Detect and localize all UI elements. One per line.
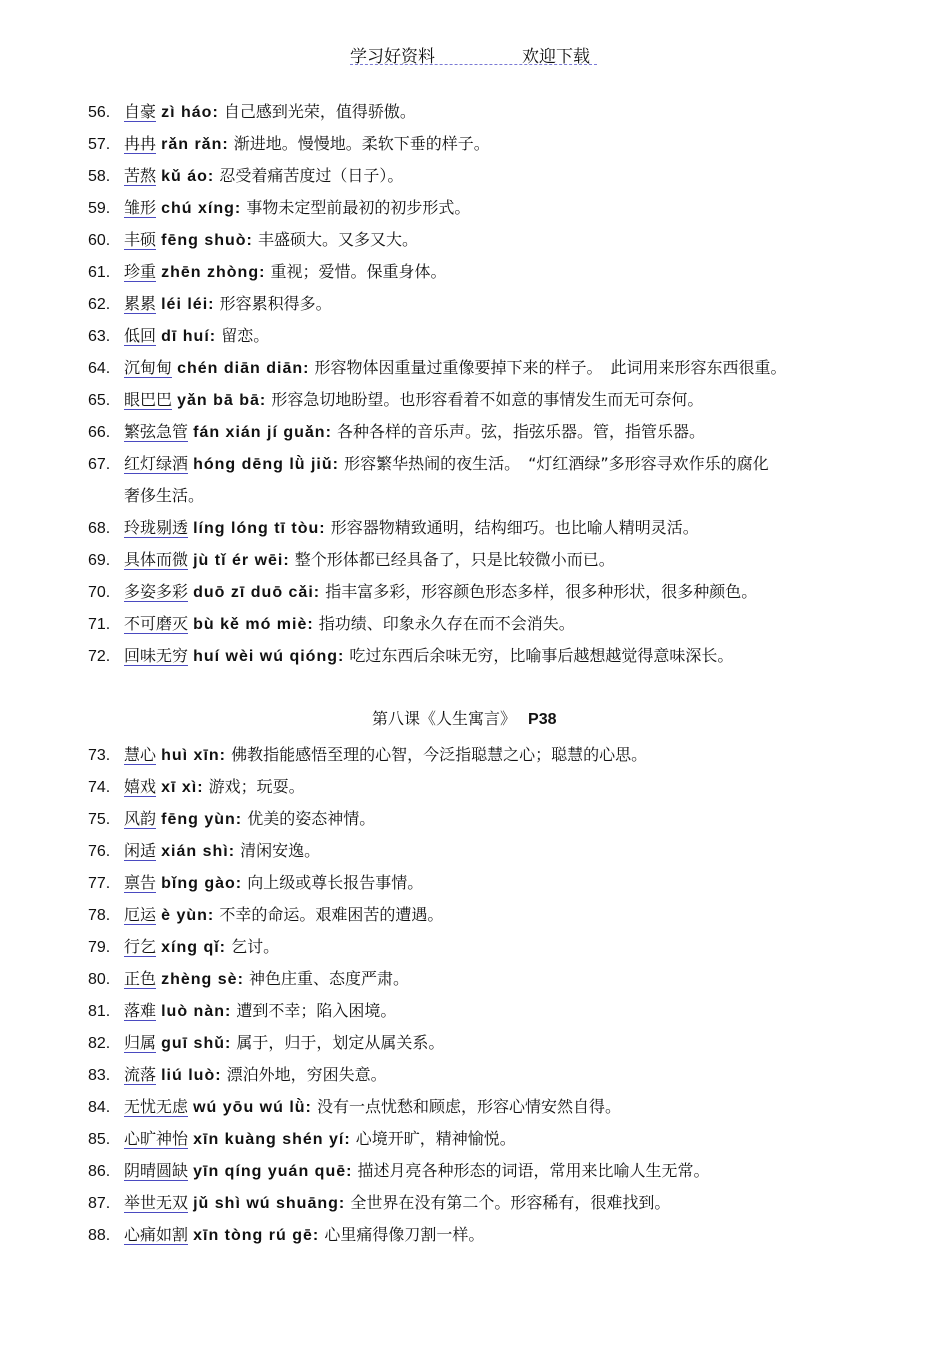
- entry-pinyin: zì háo:: [161, 104, 219, 121]
- list-item: [88, 963, 868, 996]
- entry-number: 57.: [88, 136, 111, 153]
- entry-number: 77.: [88, 875, 111, 892]
- entry-pinyin: kǔ áo:: [161, 168, 215, 185]
- entry-definition: 形容累积得多。: [219, 294, 332, 313]
- list-item: [88, 384, 868, 417]
- entry-number: 79.: [88, 939, 111, 956]
- entry-pinyin: chén diān diān:: [177, 360, 310, 377]
- entry-pinyin: è yùn:: [161, 907, 215, 924]
- entry-word: 慧心: [124, 745, 157, 764]
- entry-pinyin: xī xì:: [161, 779, 204, 796]
- entry-definition: 全世界在没有第二个。形容稀有，很难找到。: [350, 1193, 671, 1212]
- entry-definition: 指丰富多彩，形容颜色形态多样，很多种形状，很多种颜色。: [325, 582, 758, 601]
- entry-word: 厄运: [124, 905, 157, 924]
- entry-number: 83.: [88, 1067, 111, 1084]
- entry-number: 75.: [88, 811, 111, 828]
- entry-definition: 属于，归于，划定从属关系。: [236, 1033, 445, 1052]
- entry-number: 82.: [88, 1035, 111, 1052]
- entry-word: 禀告: [124, 873, 157, 892]
- entry-number: 70.: [88, 584, 111, 601]
- entry-definition: 形容器物精致通明，结构细巧。也比喻人精明灵活。: [330, 518, 699, 537]
- entry-word: 闲适: [124, 841, 157, 860]
- section-page: P38: [528, 711, 557, 728]
- list-item: [88, 739, 868, 772]
- entry-number: 76.: [88, 843, 111, 860]
- entry-word: 丰硕: [124, 230, 157, 249]
- entry-number: 86.: [88, 1163, 111, 1180]
- entry-pinyin: duō zī duō cǎi:: [193, 584, 321, 601]
- entry-pinyin: guī shǔ:: [161, 1035, 232, 1052]
- entry-number: 81.: [88, 1003, 111, 1020]
- entry-number: 72.: [88, 648, 111, 665]
- entry-number: 67.: [88, 456, 111, 473]
- entry-definition: 向上级或尊长报告事情。: [247, 873, 424, 892]
- entry-word: 不可磨灭: [124, 614, 189, 633]
- list-item: [88, 128, 868, 161]
- entry-definition: 丰盛硕大。又多又大。: [257, 230, 418, 249]
- entry-number: 56.: [88, 104, 111, 121]
- entry-word: 雏形: [124, 198, 157, 217]
- list-item: [88, 544, 868, 577]
- list-item: [88, 448, 868, 481]
- entry-word: 沉甸甸: [124, 358, 173, 377]
- entry-word: 冉冉: [124, 134, 157, 153]
- entry-pinyin: fēng shuò:: [161, 232, 253, 249]
- entry-pinyin: xíng qǐ:: [161, 939, 226, 956]
- entry-word: 珍重: [124, 262, 157, 281]
- list-item: [88, 1219, 868, 1252]
- entry-pinyin: jù tǐ ér wēi:: [193, 552, 290, 569]
- entry-pinyin: bǐng gào:: [161, 875, 243, 892]
- entry-definition: 优美的姿态神情。: [247, 809, 376, 828]
- entry-word: 苦熬: [124, 166, 157, 185]
- list-item: [88, 899, 868, 932]
- entry-pinyin: wú yōu wú lǜ:: [193, 1099, 312, 1116]
- entry-definition: 神色庄重、态度严肃。: [249, 969, 410, 988]
- entry-number: 59.: [88, 200, 111, 217]
- entry-word: 多姿多彩: [124, 582, 189, 601]
- entry-number: 85.: [88, 1131, 111, 1148]
- entry-definition: 留恋。: [221, 326, 270, 345]
- entry-word: 行乞: [124, 937, 157, 956]
- list-item: [88, 803, 868, 836]
- entry-pinyin: fēng yùn:: [161, 811, 243, 828]
- entry-pinyin: huì xīn:: [161, 747, 226, 764]
- list-item: [88, 256, 868, 289]
- entry-definition: 不幸的命运。艰难困苦的遭遇。: [219, 905, 444, 924]
- entry-definition: 指功绩、印象永久存在而不会消失。: [318, 614, 575, 633]
- entry-pinyin: liú luò:: [161, 1067, 222, 1084]
- list-item: [88, 1027, 868, 1060]
- list-item: [88, 352, 868, 385]
- entry-number: 65.: [88, 392, 111, 409]
- entry-pinyin: fán xián jí guǎn:: [193, 424, 332, 441]
- list-item: [88, 1123, 868, 1156]
- entry-pinyin: yǎn bā bā:: [177, 392, 267, 409]
- entry-definition: 乞讨。: [231, 937, 280, 956]
- entry-definition: 心里痛得像刀割一样。: [324, 1225, 485, 1244]
- section-title-text: 第八课《人生寓言》: [372, 709, 517, 728]
- entry-definition-continued: 奢侈生活。: [124, 486, 205, 505]
- entry-word: 心痛如割: [124, 1225, 189, 1244]
- entry-definition: 形容繁华热闹的夜生活。 “灯红酒绿”多形容寻欢作乐的腐化: [344, 454, 769, 473]
- entry-pinyin: bù kě mó miè:: [193, 616, 314, 633]
- entry-definition: 游戏；玩耍。: [208, 777, 305, 796]
- entry-number: 63.: [88, 328, 111, 345]
- entry-pinyin: hóng dēng lǜ jiǔ:: [193, 456, 339, 473]
- entry-word: 阴晴圆缺: [124, 1161, 189, 1180]
- entry-pinyin: luò nàn:: [161, 1003, 232, 1020]
- list-item: [88, 96, 868, 129]
- list-item: [88, 416, 868, 449]
- entry-definition: 整个形体都已经具备了，只是比较微小而已。: [294, 550, 615, 569]
- list-item: [88, 867, 868, 900]
- entry-number: 88.: [88, 1227, 111, 1244]
- list-item: [88, 995, 868, 1028]
- entry-definition: 形容急切地盼望。也形容看着不如意的事情发生而无可奈何。: [271, 390, 704, 409]
- entry-word: 眼巴巴: [124, 390, 173, 409]
- list-item: [88, 320, 868, 353]
- list-item: [88, 576, 868, 609]
- entry-definition: 重视；爱惜。保重身体。: [270, 262, 447, 281]
- entry-number: 64.: [88, 360, 111, 377]
- list-item: [88, 835, 868, 868]
- entry-word: 无忧无虑: [124, 1097, 189, 1116]
- list-item: [88, 640, 868, 673]
- entry-definition: 吃过东西后余味无穷，比喻事后越想越觉得意味深长。: [349, 646, 734, 665]
- entry-pinyin: zhèng sè:: [161, 971, 244, 988]
- entry-pinyin: líng lóng tī tòu:: [193, 520, 326, 537]
- entry-number: 80.: [88, 971, 111, 988]
- entry-definition: 自己感到光荣，值得骄傲。: [223, 102, 416, 121]
- entry-definition: 形容物体因重量过重像要掉下来的样子。 此词用来形容东西很重。: [314, 358, 787, 377]
- entry-word: 具体而微: [124, 550, 189, 569]
- list-item: [88, 512, 868, 545]
- list-item: [88, 931, 868, 964]
- entry-number: 87.: [88, 1195, 111, 1212]
- entry-definition: 没有一点忧愁和顾虑，形容心情安然自得。: [316, 1097, 621, 1116]
- entry-number: 84.: [88, 1099, 111, 1116]
- list-item: [88, 1059, 868, 1092]
- entry-word: 嬉戏: [124, 777, 157, 796]
- entry-definition: 清闲安逸。: [240, 841, 321, 860]
- entry-word: 回味无穷: [124, 646, 189, 665]
- entry-number: 60.: [88, 232, 111, 249]
- header-left-text: 学习好资料: [350, 47, 435, 67]
- entry-word: 流落: [124, 1065, 157, 1084]
- entry-pinyin: xīn kuàng shén yí:: [193, 1131, 351, 1148]
- entry-pinyin: rǎn rǎn:: [161, 136, 229, 153]
- list-item: [88, 771, 868, 804]
- entry-pinyin: jǔ shì wú shuāng:: [193, 1195, 346, 1212]
- entry-definition: 忍受着痛苦度过（日子）。: [219, 166, 404, 185]
- entry-word: 落难: [124, 1001, 157, 1020]
- entry-pinyin: xīn tòng rú gē:: [193, 1227, 320, 1244]
- entry-number: 66.: [88, 424, 111, 441]
- entry-word: 玲珑剔透: [124, 518, 189, 537]
- list-item: [88, 192, 868, 225]
- entry-number: 58.: [88, 168, 111, 185]
- list-item: [88, 608, 868, 641]
- entry-number: 68.: [88, 520, 111, 537]
- entry-word: 累累: [124, 294, 157, 313]
- entry-word: 自豪: [124, 102, 157, 121]
- entry-definition: 描述月亮各种形态的词语，常用来比喻人生无常。: [357, 1161, 710, 1180]
- entry-pinyin: chú xíng:: [161, 200, 242, 217]
- entry-word: 心旷神怡: [124, 1129, 189, 1148]
- entry-pinyin: léi léi:: [161, 296, 215, 313]
- entry-definition: 事物未定型前最初的初步形式。: [246, 198, 471, 217]
- entry-pinyin: dī huí:: [161, 328, 217, 345]
- entry-definition: 漂泊外地，穷困失意。: [226, 1065, 387, 1084]
- list-item: [88, 288, 868, 321]
- list-item: [88, 224, 868, 257]
- entry-definition: 遭到不幸；陷入困境。: [236, 1001, 397, 1020]
- list-item: [88, 1155, 868, 1188]
- entry-word: 风韵: [124, 809, 157, 828]
- entry-word: 归属: [124, 1033, 157, 1052]
- entry-definition: 各种各样的音乐声。弦，指弦乐器。管，指管乐器。: [337, 422, 706, 441]
- entry-definition: 渐进地。慢慢地。柔软下垂的样子。: [233, 134, 490, 153]
- entry-definition: 心境开旷，精神愉悦。: [355, 1129, 516, 1148]
- entry-number: 78.: [88, 907, 111, 924]
- entry-word: 低回: [124, 326, 157, 345]
- entry-pinyin: zhēn zhòng:: [161, 264, 266, 281]
- entry-number: 73.: [88, 747, 111, 764]
- entry-number: 62.: [88, 296, 111, 313]
- entry-number: 61.: [88, 264, 111, 281]
- entry-word: 正色: [124, 969, 157, 988]
- entry-pinyin: xián shì:: [161, 843, 236, 860]
- list-item: [88, 1187, 868, 1220]
- list-item: [88, 1091, 868, 1124]
- list-item: [88, 160, 868, 193]
- entry-word: 繁弦急管: [124, 422, 189, 441]
- entry-word: 举世无双: [124, 1193, 189, 1212]
- entry-word: 红灯绿酒: [124, 454, 189, 473]
- entry-definition: 佛教指能感悟至理的心智，今泛指聪慧之心；聪慧的心思。: [231, 745, 648, 764]
- entry-pinyin: huí wèi wú qióng:: [193, 648, 345, 665]
- section-title: [372, 707, 556, 732]
- entry-pinyin: yīn qíng yuán quē:: [193, 1163, 353, 1180]
- header-right-text: 欢迎下载: [522, 47, 590, 67]
- entry-number: 71.: [88, 616, 111, 633]
- entry-number: 69.: [88, 552, 111, 569]
- entry-number: 74.: [88, 779, 111, 796]
